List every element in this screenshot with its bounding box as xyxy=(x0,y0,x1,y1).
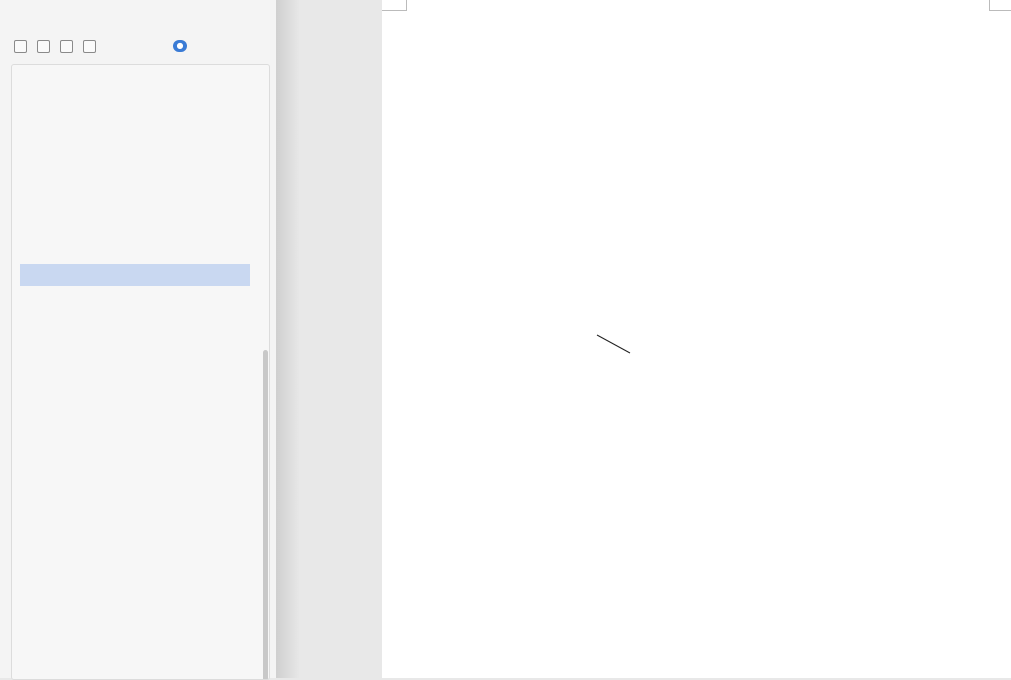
toc-toolbar xyxy=(14,40,96,53)
toc-item[interactable] xyxy=(20,418,250,440)
cloud-ai-icon: ● xyxy=(173,40,187,52)
toc-item[interactable] xyxy=(20,506,250,528)
toc-item[interactable] xyxy=(20,154,250,176)
toc-item[interactable] xyxy=(20,374,250,396)
toc-item[interactable] xyxy=(20,242,250,264)
toc-tree xyxy=(11,64,270,680)
toc-item[interactable] xyxy=(20,176,250,198)
toc-item[interactable] xyxy=(20,110,250,132)
toc-item[interactable] xyxy=(20,66,250,88)
toc-item[interactable] xyxy=(20,484,250,506)
smart-toc-button[interactable] xyxy=(173,40,192,52)
document-page xyxy=(382,0,1011,678)
er-diagram-user-info xyxy=(482,255,922,540)
toc-item[interactable] xyxy=(20,396,250,418)
toc-sidebar xyxy=(0,0,276,678)
toc-item[interactable] xyxy=(20,616,250,638)
page-corner-mark xyxy=(382,0,407,11)
toc-item[interactable] xyxy=(20,462,250,484)
toc-item[interactable] xyxy=(20,330,250,352)
toc-item[interactable] xyxy=(20,550,250,572)
toc-item[interactable] xyxy=(20,220,250,242)
add-heading-icon[interactable] xyxy=(60,40,73,53)
toc-item[interactable] xyxy=(20,286,250,308)
remove-heading-icon[interactable] xyxy=(83,40,96,53)
toc-scrollbar[interactable] xyxy=(263,350,268,680)
toc-item[interactable] xyxy=(20,352,250,374)
toc-item[interactable] xyxy=(20,132,250,154)
toc-item[interactable] xyxy=(20,572,250,594)
toc-item[interactable] xyxy=(20,198,250,220)
toc-item[interactable] xyxy=(20,88,250,110)
page-gutter xyxy=(276,0,300,678)
toc-item[interactable] xyxy=(20,308,250,330)
toc-item[interactable] xyxy=(20,638,250,660)
toc-item[interactable] xyxy=(20,660,250,680)
page-corner-mark xyxy=(989,0,1011,11)
collapse-all-icon[interactable] xyxy=(14,40,27,53)
toc-item[interactable] xyxy=(20,264,250,286)
toc-item[interactable] xyxy=(20,440,250,462)
toc-item[interactable] xyxy=(20,594,250,616)
toc-item[interactable] xyxy=(20,528,250,550)
diagram-mark xyxy=(597,335,630,353)
expand-all-icon[interactable] xyxy=(37,40,50,53)
